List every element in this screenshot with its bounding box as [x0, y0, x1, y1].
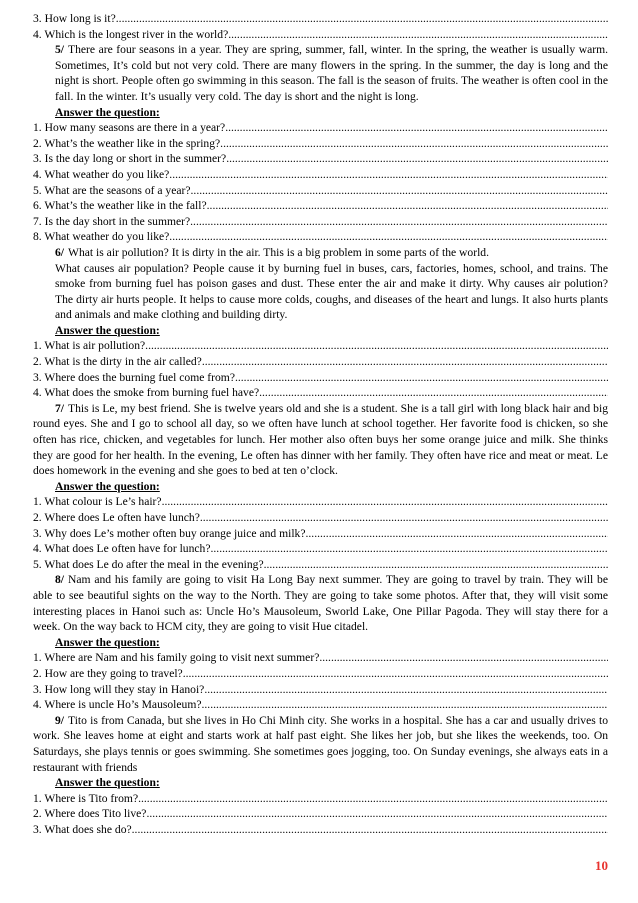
question-line[interactable]: 1. How many seasons are there in a year? ..... [33, 120, 608, 136]
question-line[interactable]: 2. Where does Le often have lunch? ..... [33, 510, 608, 526]
page-number: 10 [595, 858, 608, 873]
question-line[interactable]: 3. How long will they stay in Hanoi? ..... [33, 682, 608, 698]
question-line[interactable]: 5. What does Le do after the meal in the evening? ..... [33, 557, 608, 573]
question-line[interactable]: 2. What’s the weather like in the spring? ..... [33, 136, 608, 152]
answer-heading: Answer the question: [55, 776, 160, 790]
passage-text: What is air pollution? It is dirty in the air. This is a big problem in some parts of the world. [68, 245, 489, 259]
question-line[interactable]: 1. Where are Nam and his family going to visit next summer? ..... [33, 650, 608, 666]
passage-text: Tito is from Canada, but she lives in Ho Chi Minh city. She works in a hospital. She has a car and usually drives to work. She leaves home at eight and starts work at half past eight. She likes her job, but she likes the weekends, too. On Saturdays, she plays tennis or goes swimming. She sometimes goes jogging, too. On Sunday evenings, she always eats in a restaurant with friends [33, 713, 608, 774]
question-line[interactable]: 7. Is the day short in the summer? ..... [33, 214, 608, 230]
question-line[interactable]: 3. Where does the burning fuel come from? ..... [33, 370, 608, 386]
question-line[interactable]: 2. How are they going to travel? ..... [33, 666, 608, 682]
question-line[interactable]: 4. Which is the longest river in the world? ..... [33, 27, 608, 43]
reading-passage-5 [33, 42, 608, 104]
question-line[interactable]: 8. What weather do you like? ..... [33, 229, 608, 245]
passage-text: Nam and his family are going to visit Ha Long Bay next summer. They are going to travel by train. They will be able to see beautiful sights on the way to the North. They are going to take some photos. After that, they will visit some interesting places in Hanoi such as: Uncle Ho’s Mausoleum, Sworld Lake, One Pillar Pagoda. They will stay there for a week. On the way back to HCM city, they are going to visit Hue citadel. [33, 573, 608, 634]
answer-heading: Answer the question: [55, 323, 160, 337]
question-line[interactable]: 2. What is the dirty in the air called? ..... [33, 354, 608, 370]
answer-heading: Answer the question: [55, 635, 160, 649]
question-line[interactable]: 3. What does she do? ..... [33, 822, 608, 838]
reading-passage-7 [33, 401, 608, 479]
passage-number: 6/ [55, 245, 65, 259]
reading-passage-6 [33, 245, 608, 261]
answer-heading: Answer the question: [55, 105, 160, 119]
question-line[interactable]: 6. What’s the weather like in the fall? ..... [33, 198, 608, 214]
passage-text: This is Le, my best friend. She is twelve years old and she is a student. She is a tall girl with long black hair and big round eyes. She and I go to school all day, so we often have lunch at school together. Her favorite food is chicken, so she often has rice, chicken, and vegetables for lunch. Her mother also often buys her some orange juice and milk. She thinks they are good for her health. In the evening, Le often has dinner with her family. They often have rice and meat or meat. Le does homework in the evening and she goes to bed at ten o’clock. [33, 401, 608, 478]
passage-text: There are four seasons in a year. They are spring, summer, fall, winter. In the spring, the weather is usually warm. Sometimes, It’s cold but not very cold. There are many flowers in the spring. In the summer, the day is long and the night is short. People often go swimming in this season. The fall is the season of fruits. The weather is often cool in the fall. In the winter. It’s usually very cold. The day is short and the night is long. [55, 43, 608, 103]
question-line[interactable]: 3. How long is it? ..... [33, 11, 608, 27]
passage-number: 8/ [55, 573, 65, 587]
question-line[interactable]: 4. What weather do you like? ..... [33, 167, 608, 183]
answer-heading: Answer the question: [55, 479, 160, 493]
question-line[interactable]: 4. What does the smoke from burning fuel have? ..... [33, 385, 608, 401]
question-line[interactable]: 5. What are the seasons of a year? ..... [33, 183, 608, 199]
question-line[interactable]: 1. What is air pollution? ..... [33, 338, 608, 354]
question-line[interactable]: 2. Where does Tito live? ..... [33, 806, 608, 822]
question-line[interactable]: 3. Is the day long or short in the summer? ..... [33, 151, 608, 167]
question-line[interactable]: 4. What does Le often have for lunch? ..... [33, 541, 608, 557]
passage-text: What causes air population? People cause it by burning fuel in buses, cars, factories, homes, school, and trains. The smoke from burning fuel has poison gases and dust. These enter the air and make it dirty. Why causes air polution? The dirty air hurts people. It helps to cause more colds, coughs, and diseases of the heart and lungs. It also hurts plants and animals and make clothing and building dirty. [55, 261, 608, 322]
reading-passage-9 [33, 713, 608, 775]
passage-number: 5/ [55, 43, 65, 57]
question-line[interactable]: 3. Why does Le’s mother often buy orange juice and milk? ..... [33, 526, 608, 542]
question-line[interactable]: 4. Where is uncle Ho’s Mausoleum? ..... [33, 697, 608, 713]
question-line[interactable]: 1. What colour is Le’s hair? ..... [33, 494, 608, 510]
reading-passage-6-cont [33, 261, 608, 323]
reading-passage-8 [33, 572, 608, 634]
question-line[interactable]: 1. Where is Tito from? ..... [33, 791, 608, 807]
passage-number: 9/ [55, 713, 65, 727]
passage-number: 7/ [55, 401, 65, 415]
worksheet-page [33, 11, 608, 837]
